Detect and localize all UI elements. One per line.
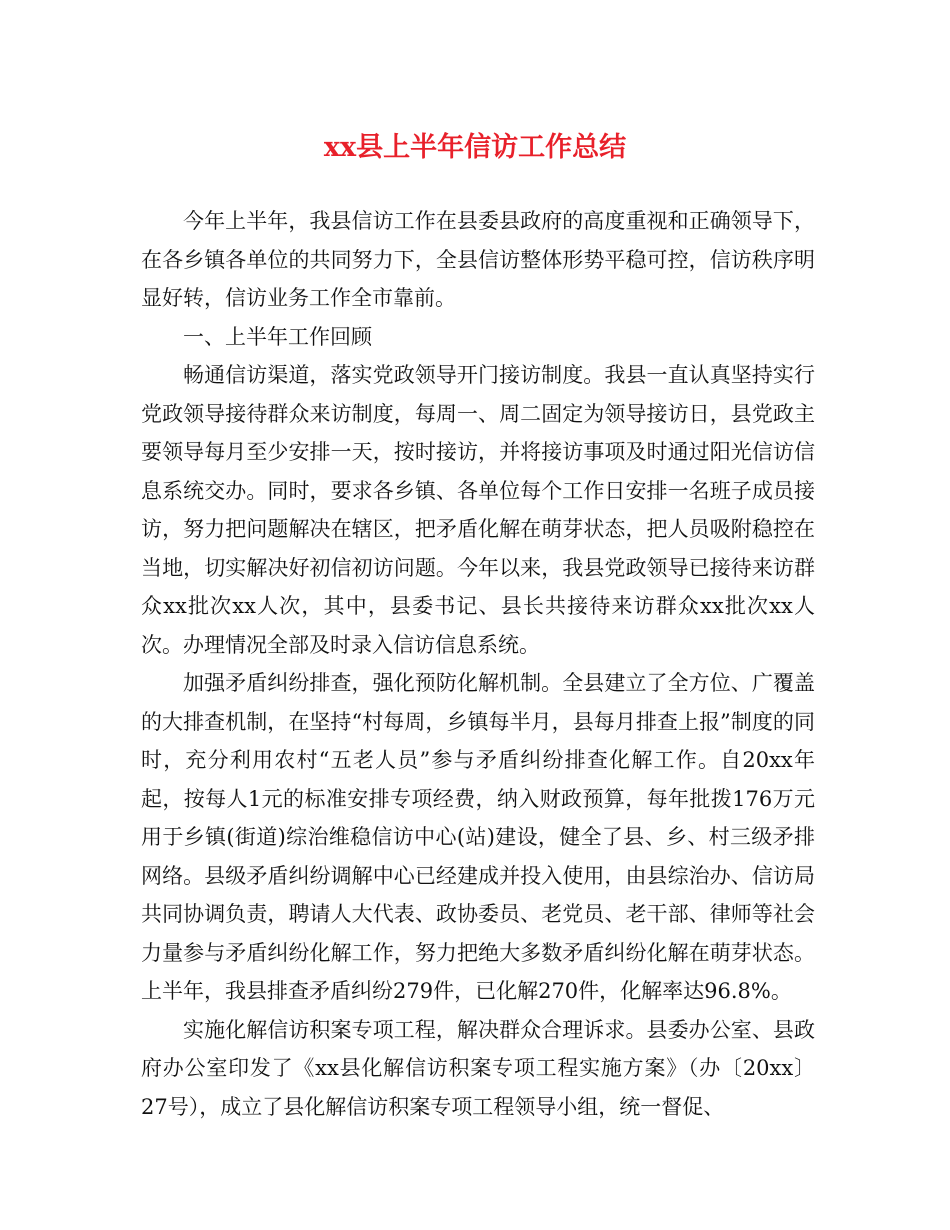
paragraph-intro: 今年上半年，我县信访工作在县委县政府的高度重视和正确领导下，在各乡镇各单位的共同努力下，全县信访整体形势平稳可控，信访秩序明显好转，信访业务工作全市靠前。 <box>141 209 815 310</box>
document-title: xx县上半年信访工作总结 <box>323 132 627 163</box>
paragraph-dispute-screening: 加强矛盾纠纷排查，强化预防化解机制。全县建立了全方位、广覆盖的大排查机制，在坚持“村每周，乡镇每半月，县每月排查上报”制度的同时，充分利用农村“五老人员”参与矛盾纠纷排查化解工作。自20xx年起，按每人1元的标准安排专项经费，纳入财政预算，每年批拨176万元用于乡镇(街道)综治维稳信访中心(站)建设，健全了县、乡、村三级矛排网络。县级矛盾纠纷调解中心已经建成并投入使用，由县综治办、信访局共同协调负责，聘请人大代表、政协委员、老党员、老干部、律师等社会力量参与矛盾纠纷化解工作，努力把绝大多数矛盾纠纷化解在萌芽状态。上半年，我县排查矛盾纠纷279件，已化解270件，化解率达96.8%。 <box>141 671 815 1003</box>
paragraph-backlog-project: 实施化解信访积案专项工程，解决群众合理诉求。县委办公室、县政府办公室印发了《xx县化解信访积案专项工程实施方案》（办〔20xx〕27号），成立了县化解信访积案专项工程领导小组，统一督促、 <box>141 1017 815 1119</box>
paragraph-petition-channels: 畅通信访渠道，落实党政领导开门接访制度。我县一直认真坚持实行党政领导接待群众来访制度，每周一、周二固定为领导接访日，县党政主要领导每月至少安排一天，按时接访，并将接访事项及时通过阳光信访信息系统交办。同时，要求各乡镇、各单位每个工作日安排一名班子成员接访，努力把问题解决在辖区，把矛盾化解在萌芽状态，把人员吸附稳控在当地，切实解决好初信初访问题。今年以来，我县党政领导已接待来访群众xx批次xx人次，其中，县委书记、县长共接待来访群众xx批次xx人次。办理情况全部及时录入信访信息系统。 <box>141 363 815 657</box>
document-body <box>141 202 815 1126</box>
section-heading: 一、上半年工作回顾 <box>183 324 372 349</box>
